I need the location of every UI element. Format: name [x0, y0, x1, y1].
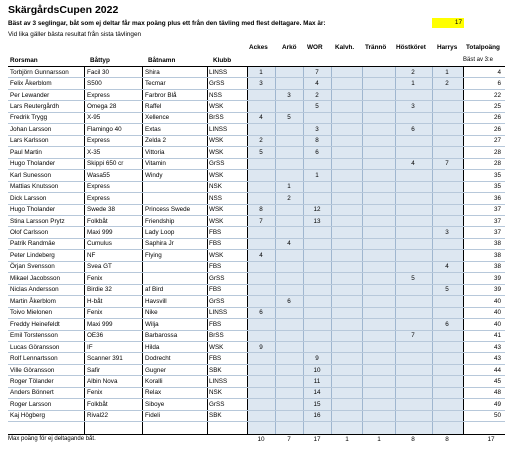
cell-rorsman: Örjan Svensson	[10, 263, 55, 271]
cell-batnamn: Saphira Jr	[145, 240, 174, 248]
cell-rorsman: Kaj Högberg	[10, 412, 46, 420]
cell-klubb: WSK	[209, 102, 224, 110]
cell-batnamn: Xellence	[145, 114, 170, 122]
cell-batnamn: Vittoria	[145, 148, 165, 156]
table-row	[8, 262, 505, 273]
cell-battyp: Express	[87, 91, 110, 99]
table-row	[8, 147, 505, 158]
col-header-totalpoang: Totalpoäng	[466, 44, 500, 51]
cell-race-points: 2	[411, 68, 415, 76]
cell-total: 37	[493, 229, 501, 237]
cell-total: 38	[493, 263, 501, 271]
cell-rorsman: Freddy Heinefeldt	[10, 320, 60, 328]
cell-klubb: WSK	[209, 343, 224, 351]
footer-max-harrys: 8	[445, 436, 449, 443]
cell-rorsman: Paul Martin	[10, 148, 42, 156]
cell-total: 48	[493, 389, 501, 397]
table-row	[8, 182, 505, 193]
table-row	[8, 193, 505, 204]
cell-rorsman: Niclas Andersson	[10, 286, 59, 294]
table-row	[8, 101, 505, 112]
cell-battyp: OE36	[87, 332, 104, 340]
cell-race-points: 9	[259, 343, 263, 351]
cell-race-points: 5	[287, 114, 291, 122]
table-row	[8, 296, 505, 307]
cell-klubb: WSK	[209, 137, 224, 145]
cell-race-points: 8	[259, 206, 263, 214]
cell-battyp: NF	[87, 251, 96, 259]
cell-battyp: Express	[87, 194, 110, 202]
cell-batnamn: Shira	[145, 68, 160, 76]
cell-klubb: NSK	[209, 183, 222, 191]
table-row	[8, 388, 505, 399]
table-row	[8, 354, 505, 365]
cell-race-points: 9	[315, 355, 319, 363]
cell-battyp: Svea GT	[87, 263, 112, 271]
col-header-arko: Arkö	[282, 44, 297, 51]
cell-batnamn: Relax	[145, 389, 162, 397]
cell-race-points: 2	[259, 137, 263, 145]
cell-race-points: 4	[287, 240, 291, 248]
footer-max-wor: 17	[313, 436, 321, 443]
cell-klubb: GrSS	[209, 274, 225, 282]
cell-rorsman: Per Lewander	[10, 91, 50, 99]
cell-total: 40	[493, 297, 501, 305]
cell-battyp: IF	[87, 343, 93, 351]
cell-battyp: X-35	[87, 148, 101, 156]
col-header-tranno: Trännö	[365, 44, 387, 51]
cell-battyp: Flamingo 40	[87, 125, 122, 133]
cell-total: 25	[493, 102, 501, 110]
cell-total: 38	[493, 251, 501, 259]
cell-total: 26	[493, 125, 501, 133]
cell-batnamn: Extas	[145, 125, 161, 133]
table-row	[8, 136, 505, 147]
cell-klubb: NSS	[209, 91, 222, 99]
cell-race-points: 7	[411, 332, 415, 340]
cell-batnamn: Farbror Blå	[145, 91, 177, 99]
cell-total: 43	[493, 355, 501, 363]
cell-rorsman: Mattias Knutsson	[10, 183, 59, 191]
cell-rorsman: Olof Carlsson	[10, 229, 49, 237]
cell-total: 50	[493, 412, 501, 420]
cell-battyp: Scanner 391	[87, 355, 123, 363]
cell-race-points: 10	[313, 366, 321, 374]
cell-rorsman: Mikael Jacobsson	[10, 274, 61, 282]
cell-total: 26	[493, 114, 501, 122]
col-header-wor: WOR	[307, 44, 323, 51]
cell-race-points: 5	[445, 286, 449, 294]
cell-batnamn: Koralli	[145, 378, 163, 385]
cell-rorsman: Torbjörn Gunnarsson	[10, 68, 69, 76]
cell-batnamn: Fideli	[145, 412, 161, 420]
table-row	[8, 216, 505, 227]
cell-rorsman: Stina Larsson Prytz	[10, 217, 65, 225]
cell-race-points: 1	[315, 171, 319, 179]
cell-klubb: NSK	[209, 389, 222, 397]
cell-race-points: 2	[445, 80, 449, 88]
cell-klubb: WSK	[209, 217, 224, 225]
cell-klubb: FBS	[209, 229, 222, 237]
cell-total: 37	[493, 217, 501, 225]
table-header-row	[8, 56, 505, 67]
cell-batnamn: Havsvill	[145, 297, 167, 305]
table-row	[8, 205, 505, 216]
cell-battyp: Maxi 999	[87, 320, 113, 328]
cell-klubb: WSK	[209, 251, 224, 259]
cell-battyp: Wasa55	[87, 171, 110, 179]
cell-klubb: FBS	[209, 320, 222, 328]
table-row	[8, 331, 505, 342]
cell-klubb: WSK	[209, 148, 224, 156]
cell-battyp: Safir	[87, 366, 100, 374]
cell-klubb: GrSS	[209, 80, 225, 88]
cell-race-points: 2	[315, 91, 319, 99]
cell-klubb: GrSS	[209, 297, 225, 305]
cell-race-points: 12	[313, 206, 321, 214]
cell-batnamn: Hilda	[145, 343, 160, 351]
cell-batnamn: Vitamin	[145, 160, 166, 168]
cell-total: 6	[497, 80, 501, 88]
cell-battyp: Fenix	[87, 389, 103, 397]
footer-max-arko: 7	[287, 436, 291, 443]
cell-race-points: 4	[445, 263, 449, 271]
cell-total: 28	[493, 148, 501, 156]
cell-rorsman: Lucas Göransson	[10, 343, 60, 351]
cell-klubb: LINSS	[209, 68, 228, 76]
cell-battyp: Skippi 650 cr	[87, 160, 124, 168]
table-row	[8, 376, 505, 387]
cell-race-points: 3	[315, 125, 319, 133]
footer-max-ackes: 10	[257, 436, 265, 443]
cell-klubb: WSK	[209, 206, 224, 214]
cell-rorsman: Patrik Randmäe	[10, 240, 56, 248]
cell-total: 36	[493, 194, 501, 202]
cell-rorsman: Karl Sunesson	[10, 171, 51, 179]
tiebreak-note: Vid lika gäller bästa resultat från sista tävlingen	[8, 31, 142, 38]
cell-battyp: Omega 28	[87, 102, 117, 110]
cell-total: 43	[493, 343, 501, 351]
cell-total: 41	[493, 332, 501, 340]
footer-max-hostkoret: 8	[411, 436, 415, 443]
cell-race-points: 6	[411, 125, 415, 133]
cell-rorsman: Lars Reutergårdh	[10, 102, 60, 110]
table-row	[8, 399, 505, 410]
cell-race-points: 1	[259, 68, 263, 76]
cell-total: 39	[493, 286, 501, 294]
cell-total: 44	[493, 366, 501, 374]
cell-batnamn: Dodrecht	[145, 355, 171, 363]
table-row	[8, 239, 505, 250]
cell-race-points: 3	[259, 80, 263, 88]
footer-max-total: 17	[487, 436, 495, 443]
cell-race-points: 8	[315, 137, 319, 145]
table-row	[8, 78, 505, 89]
cell-race-points: 4	[411, 160, 415, 168]
table-row	[8, 227, 505, 238]
cell-race-points: 6	[315, 148, 319, 156]
cell-total: 40	[493, 309, 501, 317]
cell-battyp: Express	[87, 183, 110, 191]
subtitle: Bäst av 3 seglingar, båt som ej deltar får max poäng plus ett från den tävling med flest deltagare. Max är:	[8, 20, 326, 27]
cell-battyp: Fenix	[87, 274, 103, 282]
cell-race-points: 2	[287, 194, 291, 202]
cell-klubb: FBS	[209, 355, 222, 363]
cell-klubb: NSS	[209, 194, 222, 202]
table-row	[8, 67, 505, 78]
cell-total: 28	[493, 160, 501, 168]
best-of-label: Bäst av 3:e	[463, 57, 494, 63]
cell-batnamn: Princess Swede	[145, 206, 191, 214]
cell-battyp: Folkbåt	[87, 400, 108, 408]
cell-klubb: LINSS	[209, 125, 228, 133]
col-header-kalvh: Kalvh.	[335, 44, 355, 51]
cell-total: 35	[493, 171, 501, 179]
cell-batnamn: Friendship	[145, 217, 175, 225]
cell-battyp: Express	[87, 137, 110, 145]
cell-battyp: Folkbåt	[87, 217, 108, 225]
cell-batnamn: Siboye	[145, 400, 165, 408]
cell-klubb: GrSS	[209, 400, 225, 408]
cell-klubb: SBK	[209, 366, 222, 374]
cell-batnamn: af Bird	[145, 286, 164, 294]
cell-total: 37	[493, 206, 501, 214]
cell-total: 27	[493, 137, 501, 145]
cell-total: 49	[493, 400, 501, 408]
header-batnamn: Båtnamn	[148, 57, 176, 64]
cell-race-points: 7	[445, 160, 449, 168]
cell-batnamn: Wilja	[145, 320, 159, 328]
header-klubb: Klubb	[213, 57, 232, 64]
cell-klubb: FBS	[209, 286, 222, 294]
cell-race-points: 13	[313, 217, 321, 225]
table-row	[8, 308, 505, 319]
cell-battyp: Cumulus	[87, 240, 112, 248]
cell-rorsman: Martin Åkerblom	[10, 297, 56, 305]
table-row	[8, 113, 505, 124]
cell-race-points: 16	[313, 412, 321, 420]
cell-race-points: 6	[259, 309, 263, 317]
cell-rorsman: Peter Lindeberg	[10, 251, 55, 259]
table-row	[8, 342, 505, 353]
header-battyp: Båttyp	[90, 57, 110, 64]
cell-rorsman: Johan Larsson	[10, 125, 52, 133]
divider	[8, 434, 505, 435]
cell-rorsman: Fredrik Trygg	[10, 114, 48, 122]
cell-klubb: LINSS	[209, 309, 228, 317]
cell-rorsman: Lars Karlsson	[10, 137, 49, 145]
cell-race-points: 3	[445, 229, 449, 237]
cell-total: 39	[493, 274, 501, 282]
cell-klubb: BrSS	[209, 114, 224, 122]
cell-race-points: 5	[411, 274, 415, 282]
table-row	[8, 170, 505, 181]
cell-race-points: 3	[287, 91, 291, 99]
table-row	[8, 90, 505, 101]
table-row	[8, 411, 505, 422]
cell-battyp: Swede 38	[87, 206, 116, 214]
cell-total: 4	[497, 68, 501, 76]
cell-race-points: 3	[411, 102, 415, 110]
col-header-hostkoret: Höstköret	[396, 44, 426, 51]
table-row	[8, 273, 505, 284]
table-row	[8, 250, 505, 261]
cell-race-points: 14	[313, 389, 321, 397]
footer-max-kalvh: 1	[345, 436, 349, 443]
cell-klubb: FBS	[209, 263, 222, 271]
cell-rorsman: Rolf Lennartsson	[10, 355, 58, 363]
cell-race-points: 7	[259, 217, 263, 225]
footer-max-tranno: 1	[377, 436, 381, 443]
cell-klubb: WSK	[209, 171, 224, 179]
cell-race-points: 11	[313, 378, 321, 385]
col-header-harrys: Harrys	[437, 44, 458, 51]
cell-rorsman: Toivo Mielonen	[10, 309, 53, 317]
cell-race-points: 5	[315, 102, 319, 110]
cell-batnamn: Lady Loop	[145, 229, 175, 237]
table-row	[8, 365, 505, 376]
cell-total: 22	[493, 91, 501, 99]
col-header-ackes: Ackes	[249, 44, 268, 51]
cell-race-points: 5	[259, 148, 263, 156]
cell-battyp: Facil 30	[87, 68, 110, 76]
cell-rorsman: Ville Göransson	[10, 366, 55, 374]
cell-race-points: 7	[315, 68, 319, 76]
table-row	[8, 159, 505, 170]
cell-race-points: 1	[287, 183, 291, 191]
cell-klubb: FBS	[209, 240, 222, 248]
cell-batnamn: Windy	[145, 171, 163, 179]
cell-race-points: 6	[287, 297, 291, 305]
table-row	[8, 285, 505, 296]
cell-batnamn: Tecmar	[145, 80, 166, 88]
cell-klubb: LINSS	[209, 378, 228, 385]
cell-rorsman: Felix Åkerblom	[10, 80, 52, 88]
cell-race-points: 1	[411, 80, 415, 88]
cell-rorsman: Emil Torstensson	[10, 332, 58, 340]
cell-batnamn: Zelda 2	[145, 137, 167, 145]
cell-battyp: H-båt	[87, 297, 103, 305]
cell-race-points: 1	[445, 68, 449, 76]
cell-battyp: Maxi 999	[87, 229, 113, 237]
page-title: SkärgårdsCupen 2022	[8, 4, 119, 16]
cell-race-points: 15	[313, 400, 321, 408]
cell-race-points: 4	[315, 80, 319, 88]
cell-race-points: 4	[259, 114, 263, 122]
cell-battyp: Birdie 32	[87, 286, 112, 294]
cell-total: 38	[493, 240, 501, 248]
cell-rorsman: Hugo Tholander	[10, 160, 56, 168]
cell-batnamn: Flying	[145, 251, 162, 259]
cell-race-points: 4	[259, 251, 263, 259]
cell-rorsman: Anders Bönnert	[10, 389, 54, 397]
cell-klubb: SBK	[209, 412, 222, 420]
cell-batnamn: Gugner	[145, 366, 167, 374]
cell-battyp: Fenix	[87, 309, 103, 317]
footer-label: Max poäng för ej deltagande båt.	[8, 436, 96, 442]
cell-rorsman: Hugo Tholander	[10, 206, 56, 214]
header-rorsman: Rorsman	[10, 57, 38, 64]
cell-klubb: GrSS	[209, 160, 225, 168]
table-row	[8, 319, 505, 330]
cell-batnamn: Raffel	[145, 102, 162, 110]
cell-battyp: Rival22	[87, 412, 108, 420]
cell-total: 40	[493, 320, 501, 328]
cell-total: 35	[493, 183, 501, 191]
cell-total: 45	[493, 378, 501, 385]
cell-klubb: BrSS	[209, 332, 224, 340]
cell-batnamn: Nike	[145, 309, 158, 317]
max-value-box: 17	[432, 18, 464, 28]
cell-battyp: X-95	[87, 114, 101, 122]
table-row	[8, 124, 505, 135]
cell-rorsman: Roger Larsson	[10, 400, 52, 408]
cell-rorsman: Roger Tölander	[10, 378, 54, 385]
cell-battyp: S500	[87, 80, 102, 88]
cell-batnamn: Barbarossa	[145, 332, 178, 340]
cell-rorsman: Dick Larsson	[10, 194, 47, 202]
cell-battyp: Albin Nova	[87, 378, 118, 385]
cell-race-points: 6	[445, 320, 449, 328]
